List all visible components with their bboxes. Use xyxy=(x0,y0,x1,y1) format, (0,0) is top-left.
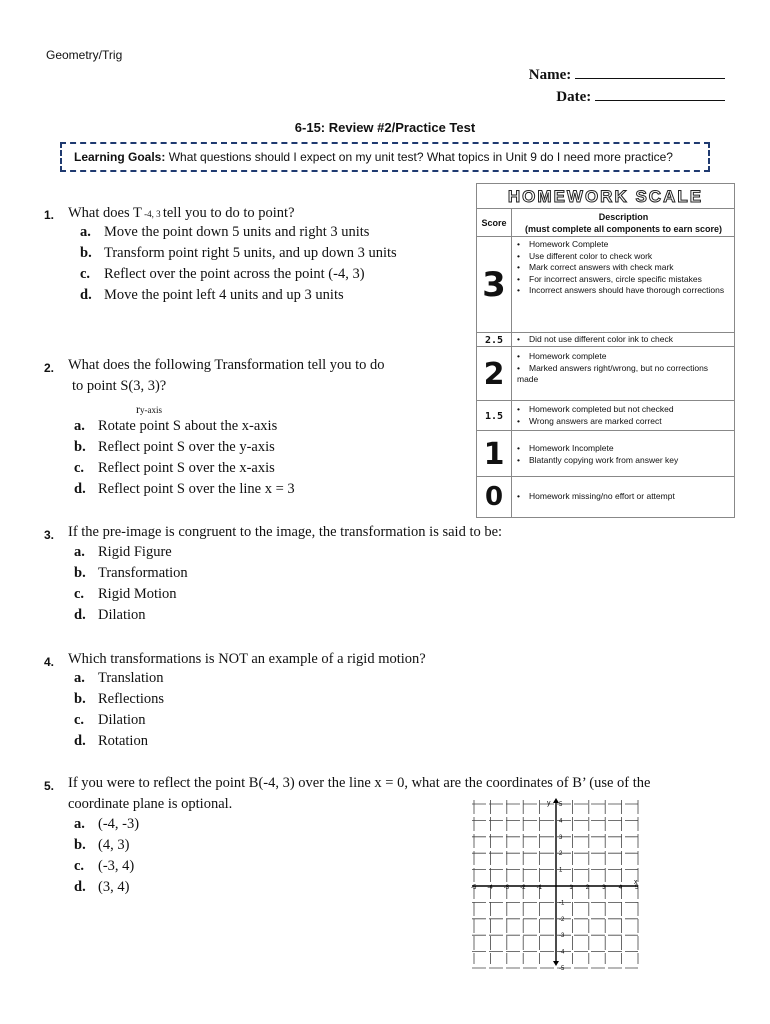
homework-scale-header-row xyxy=(477,208,734,237)
y-tick-label: -4 xyxy=(559,949,565,956)
translation-subscript: -4, 3 xyxy=(141,209,163,219)
y-tick-label: 3 xyxy=(559,834,563,841)
desc-item: • Blatantly copying work from answer key xyxy=(517,455,730,467)
desc-header-note: (must complete all components to earn score) xyxy=(524,224,723,234)
desc-item: • Homework missing/no effort or attempt xyxy=(517,491,730,503)
question-number: 1. xyxy=(44,208,55,222)
answer-option[interactable]: a. Rigid Figure xyxy=(74,544,172,560)
question-text-part: What does T xyxy=(68,205,142,221)
desc-item: • Did not use different color ink to check xyxy=(517,334,730,346)
x-tick-label: -3 xyxy=(503,885,510,891)
answer-option[interactable]: b. Transform point right 5 units, and up down 3 units xyxy=(80,245,397,261)
answer-option[interactable]: b. Reflections xyxy=(74,691,165,707)
answer-option[interactable]: d. Dilation xyxy=(74,607,146,623)
question-number: 2. xyxy=(44,361,55,375)
desc-item: • For incorrect answers, circle specific mistakes xyxy=(517,274,730,286)
question-number: 4. xyxy=(44,655,55,669)
answer-option[interactable]: a. (-4, -3) xyxy=(74,816,140,832)
name-date-block xyxy=(522,64,725,108)
name-label: Name: xyxy=(528,67,575,83)
answer-option[interactable]: a. Rotate point S about the x-axis xyxy=(74,418,278,434)
x-tick-label: 3 xyxy=(602,885,606,891)
answer-option[interactable]: c. Rigid Motion xyxy=(74,586,177,602)
question-text: to point S(3, 3)? xyxy=(72,378,167,394)
score-value: 1 xyxy=(477,431,512,477)
homework-scale-table xyxy=(476,183,735,518)
x-tick-label: -5 xyxy=(471,885,477,891)
y-tick-label: 1 xyxy=(559,867,563,874)
y-tick-label: -5 xyxy=(559,966,565,972)
goals-label: Learning Goals: xyxy=(74,150,166,164)
answer-option[interactable]: a. Move the point down 5 units and right 3 units xyxy=(80,224,370,240)
question-text: Which transformations is NOT an example of a rigid motion? xyxy=(68,651,426,667)
score-description xyxy=(517,334,730,346)
learning-goals-box xyxy=(60,142,710,172)
question-text: If the pre-image is congruent to the image, the transformation is said to be: xyxy=(68,524,503,540)
question-text: coordinate plane is optional. xyxy=(68,796,233,812)
desc-item: • Homework completed but not checked xyxy=(517,404,730,416)
homework-scale-row xyxy=(477,332,734,347)
score-header: Score xyxy=(477,209,512,237)
y-tick-label: 5 xyxy=(559,802,563,808)
desc-item: • Homework Complete xyxy=(517,239,730,251)
question-text xyxy=(68,203,295,225)
x-tick-label: -4 xyxy=(487,885,493,891)
score-description xyxy=(517,404,730,427)
score-value: 2.5 xyxy=(477,333,512,347)
answer-option[interactable]: d. Move the point left 4 units and up 3 units xyxy=(80,287,344,303)
score-value: 2 xyxy=(477,347,512,401)
homework-scale-row xyxy=(477,346,734,401)
answer-option[interactable]: a. Translation xyxy=(74,670,164,686)
coordinate-plane[interactable] xyxy=(470,798,640,972)
homework-scale-title: HOMEWORK SCALE xyxy=(507,187,704,206)
y-tick-label: -3 xyxy=(559,933,565,940)
desc-header: Description xyxy=(598,212,649,222)
question-number: 3. xyxy=(44,528,55,542)
homework-scale-row xyxy=(477,400,734,431)
answer-option[interactable]: b. Reflect point S over the y-axis xyxy=(74,439,275,455)
y-tick-label: -2 xyxy=(559,916,565,923)
x-tick-label: -1 xyxy=(536,885,542,891)
y-tick-label: 4 xyxy=(559,818,563,825)
goals-text: What questions should I expect on my unit test? What topics in Unit 9 do I need more practice? xyxy=(165,150,673,164)
desc-item: • Use different color to check work xyxy=(517,251,730,263)
desc-item: • Incorrect answers should have thorough corrections xyxy=(517,285,730,297)
score-value: 1.5 xyxy=(477,401,512,431)
answer-option[interactable]: b. Transformation xyxy=(74,565,188,581)
x-tick-label: 4 xyxy=(618,885,622,891)
score-description xyxy=(517,239,730,297)
x-tick-label: 2 xyxy=(585,885,590,891)
homework-scale-row xyxy=(477,430,734,477)
score-value: 0 xyxy=(477,477,512,517)
x-tick-label: 5 xyxy=(635,885,639,891)
question-text: What does the following Transformation tell you to do xyxy=(68,357,385,373)
y-axis-label: y xyxy=(547,800,551,807)
desc-item: • Homework complete xyxy=(517,351,730,363)
answer-option[interactable]: d. (3, 4) xyxy=(74,879,130,895)
desc-item: • Marked answers right/wrong, but no corrections made xyxy=(517,363,730,386)
answer-option[interactable]: c. Reflect point S over the x-axis xyxy=(74,460,275,476)
page-title: 6-15: Review #2/Practice Test xyxy=(294,120,476,135)
answer-option[interactable]: b. (4, 3) xyxy=(74,837,130,853)
course-label: Geometry/Trig xyxy=(46,48,123,62)
y-tick-label: -1 xyxy=(559,900,565,907)
score-description xyxy=(517,351,730,386)
answer-option[interactable]: c. (-3, 4) xyxy=(74,858,135,874)
answer-option[interactable]: c. Dilation xyxy=(74,712,146,728)
y-tick-label: 2 xyxy=(559,851,563,858)
date-label: Date: xyxy=(556,89,595,105)
score-value: 3 xyxy=(477,237,512,333)
score-description xyxy=(517,491,730,503)
answer-option[interactable]: d. Reflect point S over the line x = 3 xyxy=(74,481,295,497)
question-number: 5. xyxy=(44,779,55,793)
reflection-notation: ry-axis xyxy=(136,402,162,416)
homework-scale-row xyxy=(477,476,734,517)
x-tick-label: 1 xyxy=(569,885,573,891)
name-line[interactable] xyxy=(575,65,725,79)
x-axis-label: x xyxy=(634,879,638,886)
answer-option[interactable]: d. Rotation xyxy=(74,733,148,749)
answer-option[interactable]: c. Reflect over the point across the point (-4, 3) xyxy=(80,266,365,282)
homework-scale-row xyxy=(477,236,734,333)
desc-item: • Wrong answers are marked correct xyxy=(517,416,730,428)
date-line[interactable] xyxy=(595,87,725,101)
score-description xyxy=(517,443,730,466)
x-tick-label: -2 xyxy=(520,885,526,891)
question-text: If you were to reflect the point B(-4, 3) over the line x = 0, what are the coordinates of B’ (use of the xyxy=(68,775,651,791)
desc-item: • Homework Incomplete xyxy=(517,443,730,455)
desc-item: • Mark correct answers with check mark xyxy=(517,262,730,274)
question-text-part: tell you to do to point? xyxy=(162,205,295,221)
